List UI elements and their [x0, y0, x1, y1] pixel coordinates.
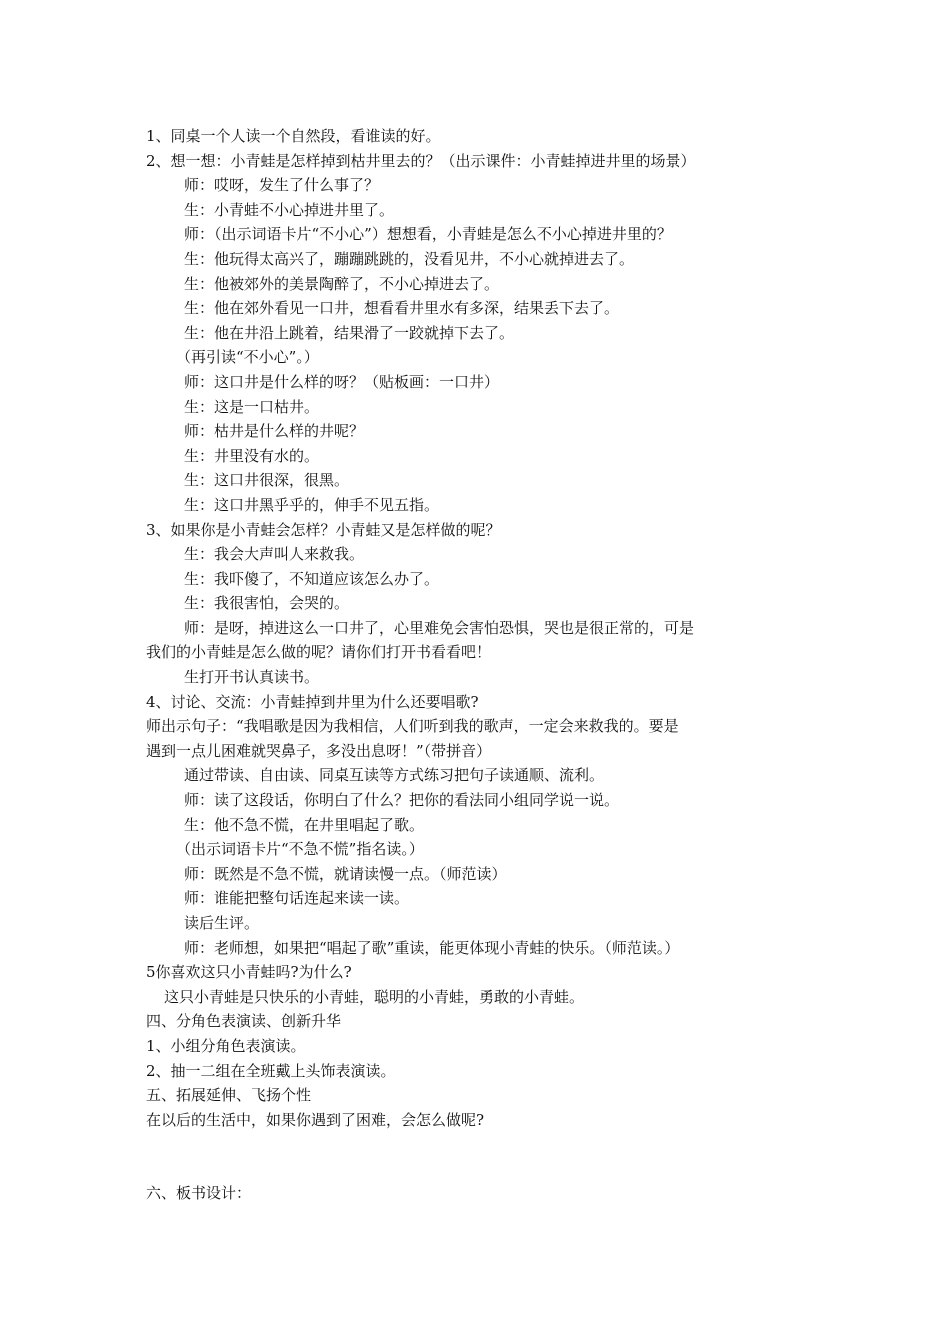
text-line: 2、抽一二组在全班戴上头饰表演读。: [146, 1061, 396, 1080]
text-line: 师出示句子：“我唱歌是因为我相信，人们听到我的歌声，一定会来救我的。要是: [146, 717, 679, 736]
section-heading: 六、板书设计：: [146, 1184, 252, 1203]
text-line: 师：这口井是什么样的呀？（贴板画：一口井）: [184, 372, 500, 391]
text-line: 生：这口井黑乎乎的，伸手不见五指。: [184, 495, 440, 514]
text-line: 1、同桌一个人读一个自然段，看谁读的好。: [146, 127, 441, 145]
text-line: （再引读“不小心”。）: [176, 348, 319, 367]
text-line: 师：哎呀，发生了什么事了？: [184, 176, 380, 195]
text-line: 生：他玩得太高兴了，蹦蹦跳跳的，没看见井，不小心就掉进去了。: [184, 249, 635, 268]
text-line: 师：是呀，掉进这么一口井了，心里难免会害怕恐惧，哭也是很正常的，可是: [184, 618, 695, 637]
text-line: 遇到一点儿困难就哭鼻子，多没出息呀！”（带拼音）: [146, 741, 492, 760]
text-line: 1、小组分角色表演读。: [146, 1036, 306, 1055]
text-line: 生：我很害怕，会哭的。: [184, 594, 350, 613]
text-line: 生：我会大声叫人来救我。: [184, 545, 365, 564]
text-line: 生：这口井很深，很黑。: [184, 471, 350, 490]
text-line: 通过带读、自由读、同桌互读等方式练习把句子读通顺、流利。: [184, 766, 605, 785]
text-line: 生打开书认真读书。: [184, 668, 320, 687]
text-line: 生：他在郊外看见一口井，想看看井里水有多深，结果丢下去了。: [184, 299, 620, 318]
text-line: 师：枯井是什么样的井呢？: [184, 422, 365, 441]
text-line: 生：这是一口枯井。: [184, 397, 320, 416]
text-line: 师：（出示词语卡片“不小心”）想想看，小青蛙是怎么不小心掉进井里的？: [184, 225, 672, 244]
text-line: 在以后的生活中，如果你遇到了困难，会怎么做呢?: [146, 1110, 485, 1129]
text-line: 师：既然是不急不慌，就请读慢一点。（师范读）: [184, 864, 507, 883]
text-line: 2、想一想：小青蛙是怎样掉到枯井里去的？（出示课件：小青蛙掉进井里的场景）: [146, 151, 696, 170]
text-line: 师：读了这段话，你明白了什么？把你的看法同小组同学说一说。: [184, 791, 620, 810]
text-line: （出示词语卡片“不急不慌”指名读。）: [176, 840, 424, 859]
text-line: 读后生评。: [184, 914, 260, 932]
text-line: 生：他不急不慌，在井里唱起了歌。: [184, 815, 425, 834]
document-body: [146, 124, 810, 1206]
text-line: 生：我吓傻了，不知道应该怎么办了。: [184, 569, 440, 588]
text-line: 生：井里没有水的。: [184, 446, 320, 465]
section-heading: 五、拓展延伸、飞扬个性: [146, 1086, 312, 1105]
text-line: 4、讨论、交流：小青蛙掉到井里为什么还要唱歌?: [146, 692, 479, 711]
text-line: 生：他被郊外的美景陶醉了，不小心掉进去了。: [184, 274, 500, 293]
text-line: 师：谁能把整句话连起来读一读。: [184, 889, 410, 908]
text-line: 师：老师想，如果把“唱起了歌”重读，能更体现小青蛙的快乐。（师范读。）: [184, 938, 680, 957]
blank-space: [146, 1132, 810, 1181]
text-line: 3、如果你是小青蛙会怎样？小青蛙又是怎样做的呢？: [146, 520, 501, 539]
text-line: 5你喜欢这只小青蛙吗?为什么?: [146, 963, 352, 982]
section-heading: 四、分角色表演读、创新升华: [146, 1012, 342, 1031]
text-line: 我们的小青蛙是怎么做的呢？请你们打开书看看吧！: [146, 643, 492, 662]
text-line: 这只小青蛙是只快乐的小青蛙，聪明的小青蛙，勇敢的小青蛙。: [164, 987, 585, 1006]
text-line: 生：他在井沿上跳着，结果滑了一跤就掉下去了。: [184, 323, 515, 342]
text-line: 生：小青蛙不小心掉进井里了。: [184, 200, 395, 219]
